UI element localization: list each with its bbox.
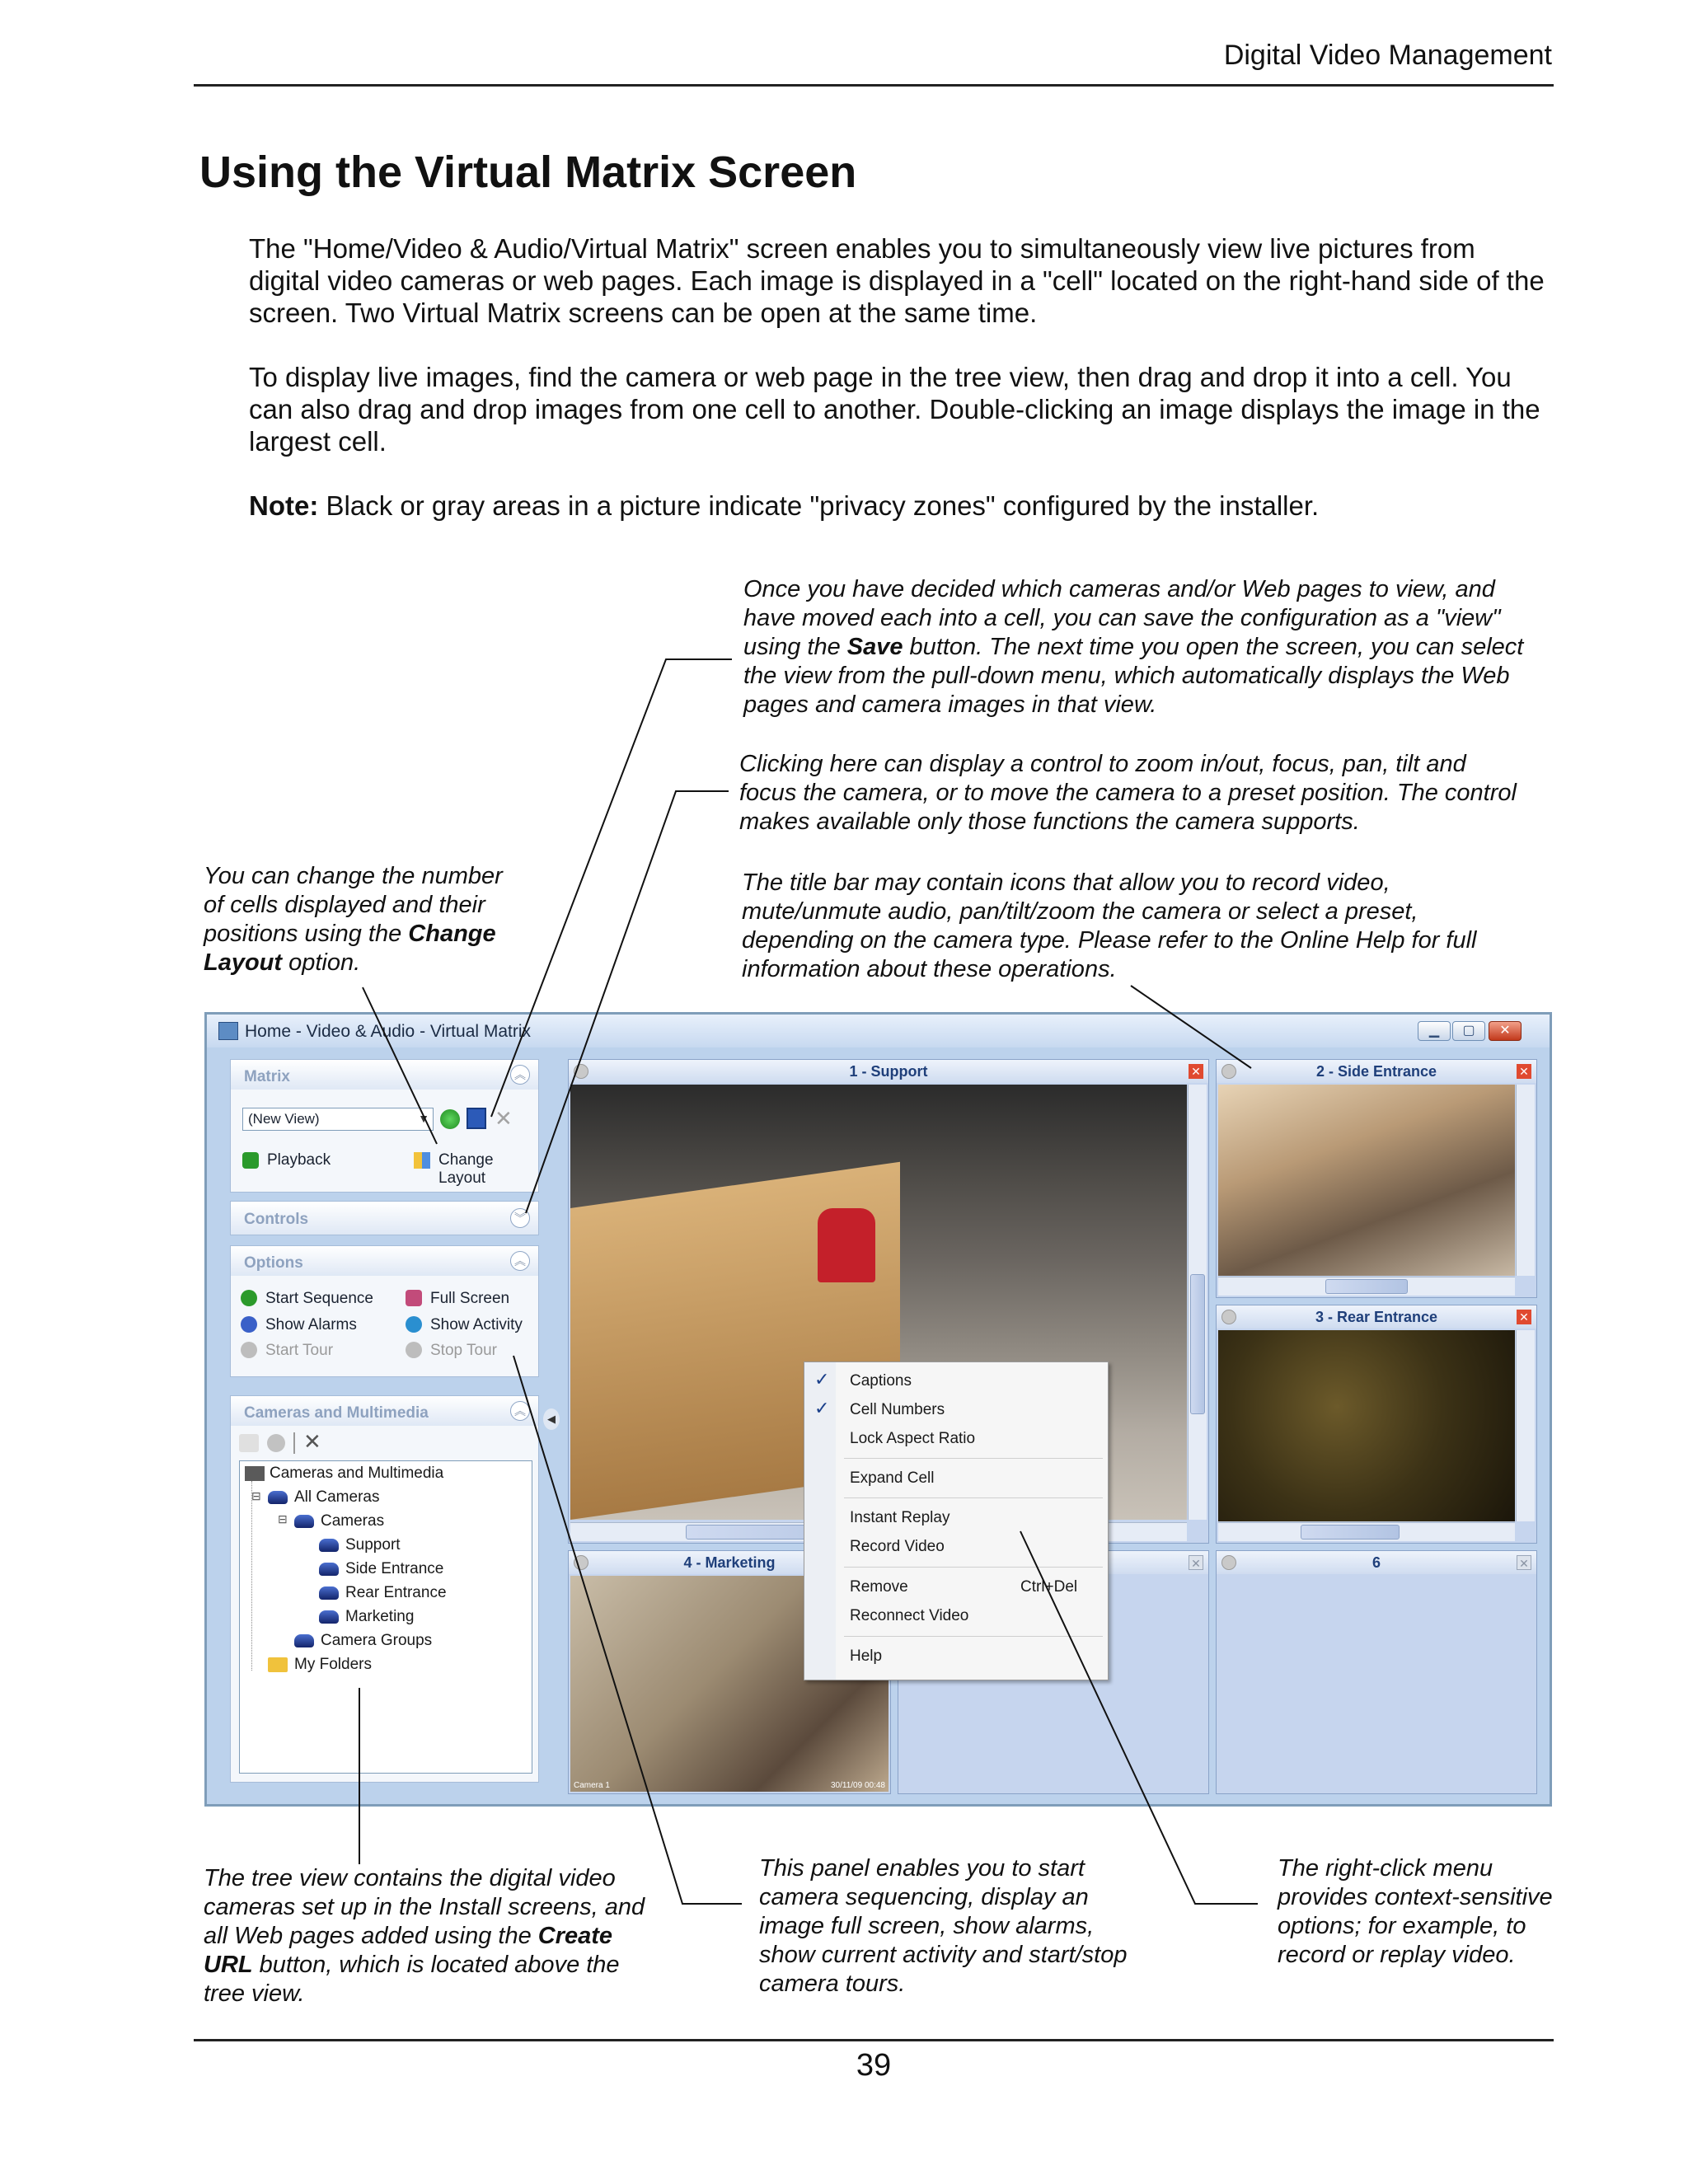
- collapse-chevron-icon[interactable]: ︽: [510, 1401, 530, 1421]
- tree-node-camera-groups[interactable]: Camera Groups: [321, 1632, 433, 1649]
- close-cell-icon[interactable]: ✕: [1517, 1310, 1531, 1324]
- save-callout: Once you have decided which cameras and/or Web pages to view, and have moved each into a cell, you can save the configuration as a "view" using the Save button. The next time you open the screen, you can select the view from the pull-down menu, which automatically displays the Web pages and camera images in that view.: [743, 576, 1524, 718]
- page-title: Using the Virtual Matrix Screen: [199, 148, 857, 197]
- show-activity-link[interactable]: Show Activity: [430, 1316, 523, 1333]
- cell-1-title: 1 - Support: [849, 1063, 928, 1080]
- expand-chevron-icon[interactable]: ︾: [510, 1208, 530, 1228]
- close-window-button[interactable]: ✕: [1489, 1021, 1522, 1041]
- camera-name-overlay: Camera 1: [574, 1781, 610, 1790]
- titlebar-callout: The title bar may contain icons that allow you to record video, mute/unmute audio, pan/tilt/zoom the camera or select a preset, depending on the camera type. Please refer to the Online Help for full information about these operations.: [742, 869, 1477, 982]
- note-text: Black or gray areas in a picture indicate "privacy zones" configured by the installer.: [318, 490, 1320, 521]
- leader-titlebar: [1131, 986, 1251, 1068]
- collapse-left-icon[interactable]: ◀: [543, 1408, 560, 1430]
- check-icon: ✓: [814, 1398, 830, 1418]
- timestamp-overlay: 30/11/09 00:48: [831, 1781, 885, 1790]
- tree-delete-icon[interactable]: ✕: [303, 1429, 321, 1454]
- tree-node-cameras[interactable]: Cameras: [321, 1512, 385, 1530]
- minimize-button[interactable]: ▁: [1418, 1021, 1451, 1041]
- tree-expand-icon[interactable]: ⊟: [251, 1489, 261, 1502]
- cell-6-title: 6: [1372, 1554, 1381, 1571]
- close-cell-icon[interactable]: ✕: [1189, 1064, 1203, 1079]
- window-title: Home - Video & Audio - Virtual Matrix: [245, 1022, 532, 1041]
- start-tour-link[interactable]: Start Tour: [265, 1342, 334, 1359]
- dropdown-arrow-icon: ▼: [418, 1112, 429, 1125]
- menu-item-expand-cell[interactable]: Expand Cell: [850, 1469, 935, 1487]
- menu-item-instant-replay[interactable]: Instant Replay: [850, 1509, 950, 1526]
- footer-rule: [194, 2039, 1554, 2041]
- cell-3-title: 3 - Rear Entrance: [1315, 1309, 1438, 1325]
- menu-item-help[interactable]: Help: [850, 1647, 883, 1665]
- menu-item-reconnect-video[interactable]: Reconnect Video: [850, 1607, 969, 1624]
- maximize-button[interactable]: ▢: [1452, 1021, 1485, 1041]
- menu-item-captions[interactable]: Captions: [850, 1372, 912, 1390]
- controls-callout: Clicking here can display a control to zoom in/out, focus, pan, tilt and focus the camera, or to move the camera to a preset position. The control makes available only those functions the camera supports.: [739, 751, 1517, 835]
- menu-callout: The right-click menu provides context-sensitive options; for example, to record or replay video.: [1278, 1855, 1553, 1968]
- menu-item-remove[interactable]: Remove: [850, 1578, 908, 1596]
- menu-item-record-video[interactable]: Record Video: [850, 1538, 945, 1555]
- tree-node-all-cameras[interactable]: All Cameras: [294, 1488, 380, 1506]
- remove-shortcut: Ctrl+Del: [1020, 1578, 1078, 1596]
- tree-node-root[interactable]: Cameras and Multimedia: [270, 1465, 444, 1482]
- tree-expand-icon[interactable]: ⊟: [278, 1512, 288, 1526]
- playback-link[interactable]: Playback: [267, 1151, 331, 1169]
- collapse-chevron-icon[interactable]: ︽: [510, 1251, 530, 1271]
- leader-options: [513, 1356, 742, 1904]
- leader-menu: [1020, 1531, 1258, 1904]
- cell-2-title: 2 - Side Entrance: [1315, 1063, 1437, 1080]
- menu-item-cell-numbers[interactable]: Cell Numbers: [850, 1401, 945, 1418]
- tree-node-rear-entrance[interactable]: Rear Entrance: [345, 1584, 447, 1601]
- note-label: Note:: [249, 490, 319, 521]
- tree-node-my-folders[interactable]: My Folders: [294, 1656, 372, 1673]
- close-cell-icon[interactable]: ✕: [1189, 1555, 1203, 1570]
- tree-node-marketing[interactable]: Marketing: [345, 1608, 415, 1625]
- instructions-paragraph: To display live images, find the camera or web page in the tree view, then drag and drop it into a cell. You can also drag and drop images from one cell to another. Double-clicking an image displays the image in the largest cell.: [249, 362, 1540, 457]
- controls-panel-title: Controls: [244, 1211, 309, 1228]
- show-alarms-link[interactable]: Show Alarms: [265, 1316, 357, 1333]
- tree-callout: The tree view contains the digital video cameras set up in the Install screens, and all Web pages added using the Create URL button, which is located above the tree view.: [204, 1865, 645, 2007]
- close-cell-icon[interactable]: ✕: [1517, 1064, 1531, 1079]
- options-callout: This panel enables you to start camera sequencing, display an image full screen, show alarms, show current activity and start/stop camera tours.: [759, 1855, 1128, 1997]
- start-sequence-link[interactable]: Start Sequence: [265, 1290, 373, 1307]
- options-panel-title: Options: [244, 1254, 303, 1272]
- leader-save: [491, 659, 732, 1117]
- collapse-chevron-icon[interactable]: ︽: [510, 1065, 530, 1085]
- running-header: Digital Video Management: [1223, 40, 1552, 71]
- stop-tour-link[interactable]: Stop Tour: [430, 1342, 497, 1359]
- change-layout-link[interactable]: Change Layout: [438, 1151, 494, 1187]
- check-icon: ✓: [814, 1369, 830, 1390]
- menu-item-lock-aspect-ratio[interactable]: Lock Aspect Ratio: [850, 1430, 976, 1447]
- cell-4-title: 4 - Marketing: [683, 1554, 776, 1571]
- tree-node-support[interactable]: Support: [345, 1536, 401, 1554]
- full-screen-link[interactable]: Full Screen: [430, 1290, 510, 1307]
- cameras-panel-title: Cameras and Multimedia: [244, 1404, 429, 1422]
- page-number: 39: [856, 2048, 892, 2083]
- intro-paragraph: The "Home/Video & Audio/Virtual Matrix" screen enables you to simultaneously view live pictures from digital video cameras or web pages. Each image is displayed in a "cell" located on the right-hand side of the screen. Two Virtual Matrix screens can be open at the same time.: [249, 233, 1545, 328]
- leader-layout: [363, 987, 437, 1144]
- close-cell-icon[interactable]: ✕: [1517, 1555, 1531, 1570]
- delete-view-icon[interactable]: ✕: [495, 1106, 513, 1131]
- matrix-panel-title: Matrix: [244, 1068, 290, 1085]
- leader-controls: [526, 791, 729, 1213]
- tree-node-side-entrance[interactable]: Side Entrance: [345, 1560, 444, 1577]
- view-select[interactable]: (New View) ▼: [242, 1108, 434, 1131]
- layout-callout: You can change the number of cells displayed and their positions using the Change Layout option.: [204, 863, 503, 976]
